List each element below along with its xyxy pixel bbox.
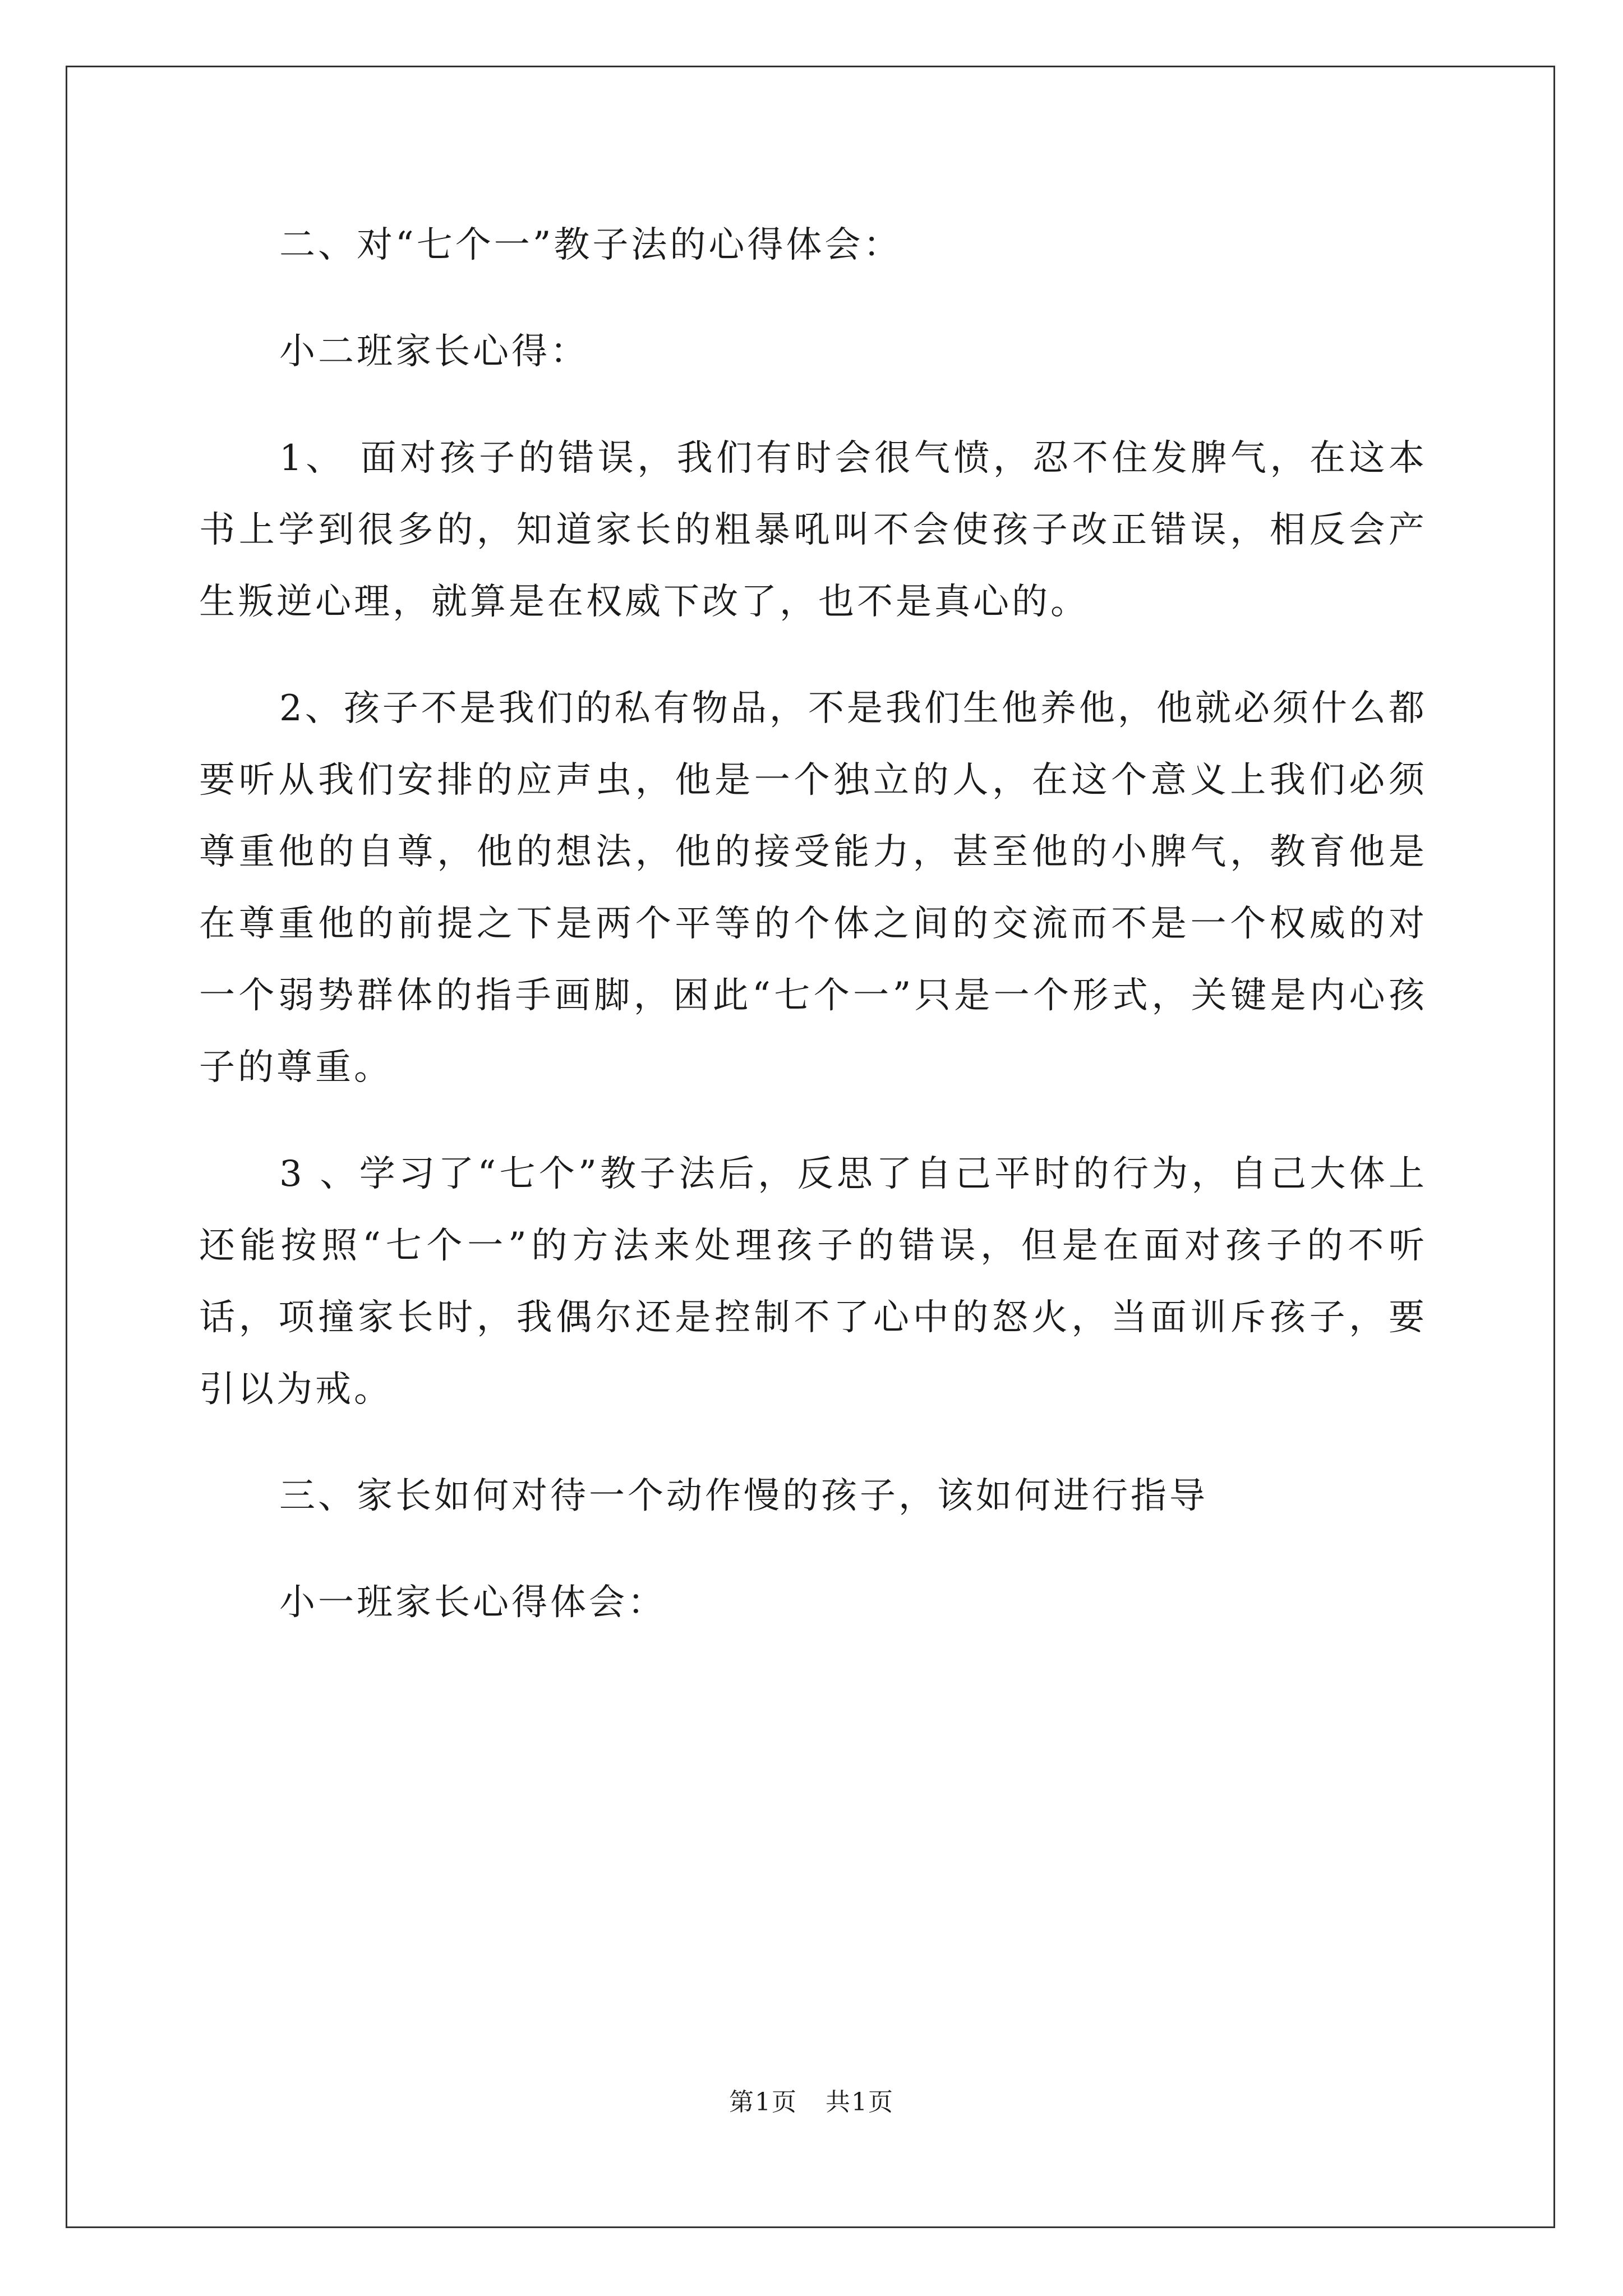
page-number-total: 共1页 xyxy=(826,2088,894,2116)
paragraph-point-2: 2、孩子不是我们的私有物品，不是我们生他养他，他就必须什么都要听从我们安排的应声虫，他是一个独立的人，在这个意义上我们必须尊重他的自尊，他的想法，他的接受能力，甚至他的小脾气，教育他是在尊重他的前提之下是两个平等的个体之间的交流而不是一个权威的对一个弱势群体的指手画脚，困此“七个一”只是一个形式，关键是内心孩子的尊重。 xyxy=(199,688,1427,1088)
page-number-current: 第1页 xyxy=(729,2088,797,2116)
page-footer xyxy=(0,2086,1623,2119)
subheading-class-2: 小二班家长心得： xyxy=(279,331,589,372)
subheading-class-1: 小一班家长心得体会： xyxy=(279,1582,666,1623)
section-heading-2: 二、对“七个一”教子法的心得体会： xyxy=(279,224,902,266)
document-body xyxy=(199,209,1427,1673)
paragraph-point-3: 3 、学习了“七个”教子法后，反思了自己平时的行为，自己大体上还能按照“七个一”的方法来处理孩子的错误，但是在面对孩子的不听话，项撞家长时，我偶尔还是控制不了心中的怒火，当面训斥孩子，要引以为戒。 xyxy=(199,1153,1427,1410)
paragraph-point-1: 1、 面对孩子的错误，我们有时会很气愤，忍不住发脾气，在这本书上学到很多的，知道家长的粗暴吼叫不会使孩子改正错误，相反会产生叛逆心理，就算是在权威下改了，也不是真心的。 xyxy=(199,438,1427,623)
section-heading-3: 三、家长如何对待一个动作慢的孩子，该如何进行指导 xyxy=(279,1475,1208,1517)
